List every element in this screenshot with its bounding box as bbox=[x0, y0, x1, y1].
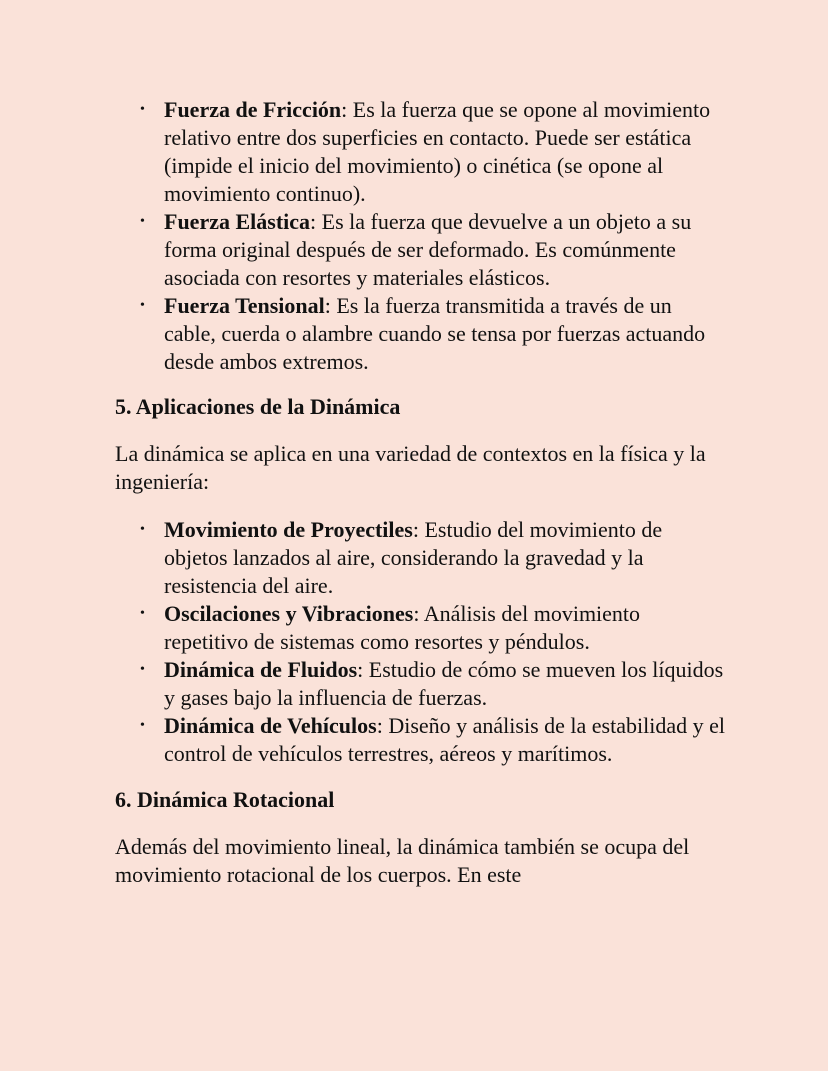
section-heading-aplicaciones: 5. Aplicaciones de la Dinámica bbox=[115, 394, 401, 419]
list-item bbox=[164, 96, 728, 208]
list-item-term: Fuerza Tensional bbox=[164, 293, 325, 318]
list-item-term: Oscilaciones y Vibraciones bbox=[164, 601, 414, 626]
list-item-term: Movimiento de Proyectiles bbox=[164, 517, 413, 542]
list-item bbox=[164, 292, 728, 376]
section-intro-rotacional: Además del movimiento lineal, la dinámica también se ocupa del movimiento rotacional de los cuerpos. En este bbox=[115, 834, 690, 887]
list-item-text: : Estudio del movimiento de objetos lanzados al aire, considerando la gravedad y la resistencia del aire. bbox=[164, 517, 663, 598]
list-item-text: : Es la fuerza que devuelve a un objeto a su forma original después de ser deformado. Es comúnmente asociada con resortes y materiales elásticos. bbox=[164, 209, 692, 290]
list-item-term: Dinámica de Fluidos bbox=[164, 657, 358, 682]
list-item-text: : Diseño y análisis de la estabilidad y el control de vehículos terrestres, aéreos y marítimos. bbox=[164, 713, 725, 766]
list-item-text: : Es la fuerza que se opone al movimiento relativo entre dos superficies en contacto. Puede ser estática (impide el inicio del movimiento) o cinética (se opone al movimiento continuo). bbox=[164, 97, 711, 206]
section-intro-aplicaciones: La dinámica se aplica en una variedad de contextos en la física y la ingeniería: bbox=[115, 441, 706, 494]
list-item-text: : Estudio de cómo se mueven los líquidos y gases bajo la influencia de fuerzas. bbox=[164, 657, 724, 710]
list-item-term: Fuerza Elástica bbox=[164, 209, 311, 234]
list-item bbox=[164, 712, 728, 768]
list-item-text: : Análisis del movimiento repetitivo de sistemas como resortes y péndulos. bbox=[164, 601, 641, 654]
list-item-text: : Es la fuerza transmitida a través de un cable, cuerda o alambre cuando se tensa por fuerzas actuando desde ambos extremos. bbox=[164, 293, 706, 374]
section-heading-rotacional: 6. Dinámica Rotacional bbox=[115, 787, 335, 812]
list-item bbox=[164, 600, 728, 656]
list-item-term: Fuerza de Fricción bbox=[164, 97, 342, 122]
list-item bbox=[164, 656, 728, 712]
list-item bbox=[164, 516, 728, 600]
list-item-term: Dinámica de Vehículos bbox=[164, 713, 377, 738]
list-item bbox=[164, 208, 728, 292]
applications-list bbox=[115, 516, 728, 768]
forces-list bbox=[115, 96, 728, 376]
